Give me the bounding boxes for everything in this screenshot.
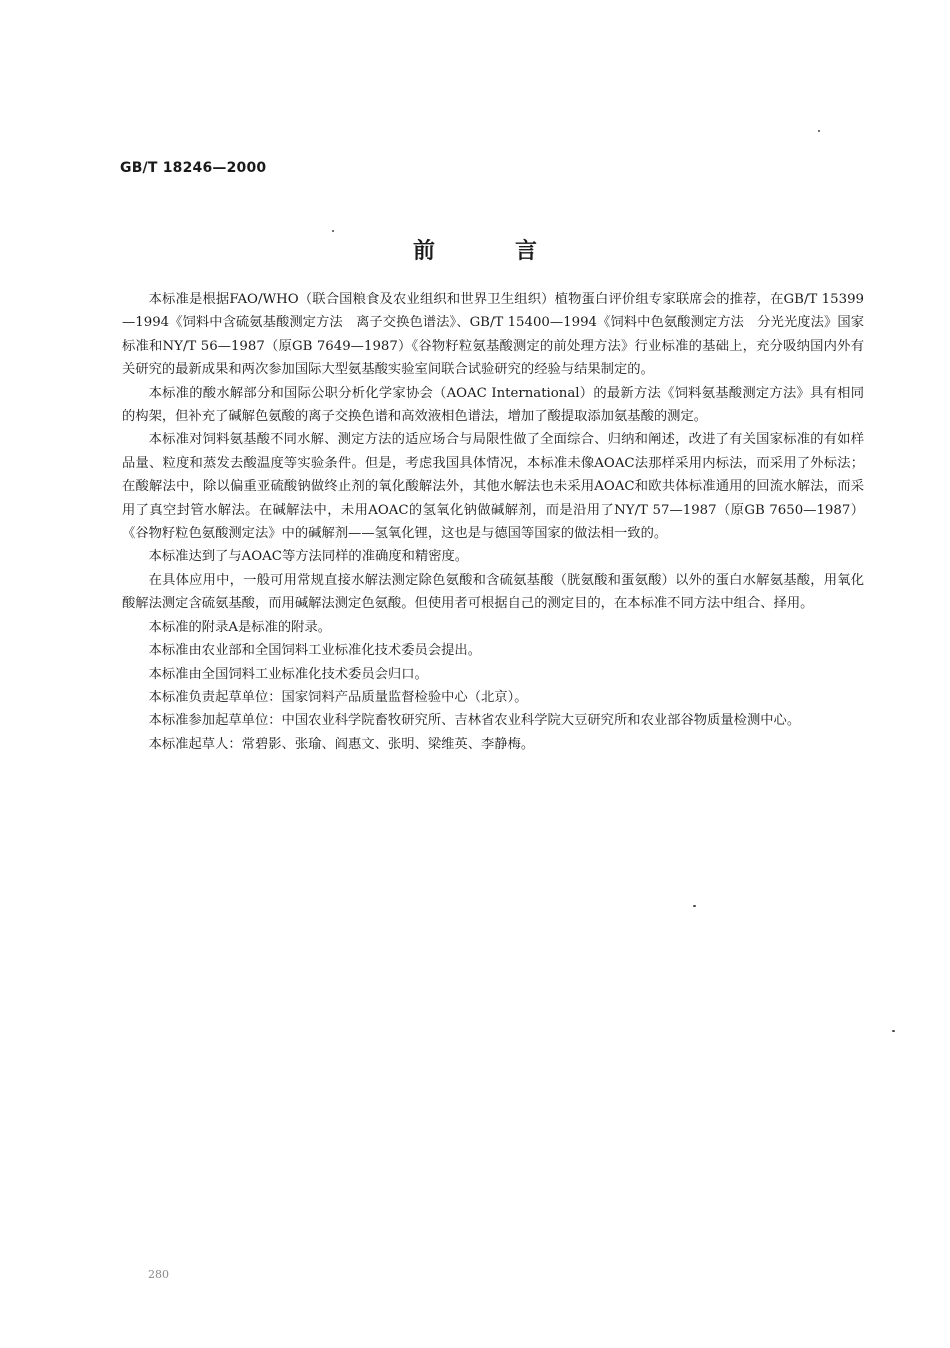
scan-speck xyxy=(818,130,820,132)
paragraph: 本标准的酸水解部分和国际公职分析化学家协会（AOAC International）的最新方法《饲料氨基酸测定方法》具有相同的构架，但补充了碱解色氨酸的离子交换色谱和高效液相色谱法，增加了酸提取添加氨基酸的测定。 xyxy=(122,385,864,425)
paragraph: 本标准对饲料氨基酸不同水解、测定方法的适应场合与局限性做了全面综合、归纳和阐述，改进了有关国家标准的有如样品量、粒度和蒸发去酸温度等实验条件。但是，考虑我国具体情况，本标准未像AOAC法那样采用内标法，而采用了外标法；在酸解法中，除以偏重亚硫酸钠做终止剂的氧化酸解法外，其他水解法也未采用AOAC和欧共体标准通用的回流水解法，而采用了真空封管水解法。在碱解法中，未用AOAC的氢氧化钠做碱解剂，而是沿用了NY/T 57—1987（原GB 7650—1987）《谷物籽粒色氨酸测定法》中的碱解剂——氢氧化锂，这也是与德国等国家的做法相一致的。 xyxy=(122,432,864,542)
paragraph: 本标准负责起草单位：国家饲料产品质量监督检验中心（北京）。 xyxy=(148,689,528,705)
paragraph: 本标准由农业部和全国饲料工业标准化技术委员会提出。 xyxy=(148,643,482,659)
paragraph: 本标准由全国饲料工业标准化技术委员会归口。 xyxy=(148,666,428,682)
paragraph: 在具体应用中，一般可用常规直接水解法测定除色氨酸和含硫氨基酸（胱氨酸和蛋氨酸）以外的蛋白水解氨基酸，用氧化酸解法测定含硫氨基酸，而用碱解法测定色氨酸。但使用者可根据自己的测定目的，在本标准不同方法中组合、择用。 xyxy=(122,572,864,612)
paragraph: 本标准是根据FAO/WHO（联合国粮食及农业组织和世界卫生组织）植物蛋白评价组专家联席会的推荐，在GB/T 15399—1994《饲料中含硫氨基酸测定方法 离子交换色谱法》、GB/T 15400—1994《饲料中色氨酸测定方法 分光光度法》国家标准和NY/T 56—1987（原GB 7649—1987）《谷物籽粒氨基酸测定的前处理方法》行业标准的基础上，充分吸纳国内外有关研究的最新成果和两次参加国际大型氨基酸实验室间联合试验研究的经验与结果制定的。 xyxy=(122,292,864,378)
paragraph: 本标准起草人：常碧影、张瑜、阎惠文、张明、梁维英、李静梅。 xyxy=(148,736,535,752)
foreword-body xyxy=(122,288,864,756)
scan-speck xyxy=(693,905,696,907)
paragraph: 本标准达到了与AOAC等方法同样的准确度和精密度。 xyxy=(148,549,469,565)
scan-speck xyxy=(332,230,334,232)
standard-number: GB/T 18246—2000 xyxy=(120,160,267,176)
page-title: 前言 xyxy=(412,239,617,264)
scan-speck xyxy=(892,1030,895,1032)
paragraph: 本标准的附录A是标准的附录。 xyxy=(148,619,332,635)
paragraph: 本标准参加起草单位：中国农业科学院畜牧研究所、吉林省农业科学院大豆研究所和农业部谷物质量检测中心。 xyxy=(148,713,801,729)
page-number: 280 xyxy=(148,1268,169,1281)
